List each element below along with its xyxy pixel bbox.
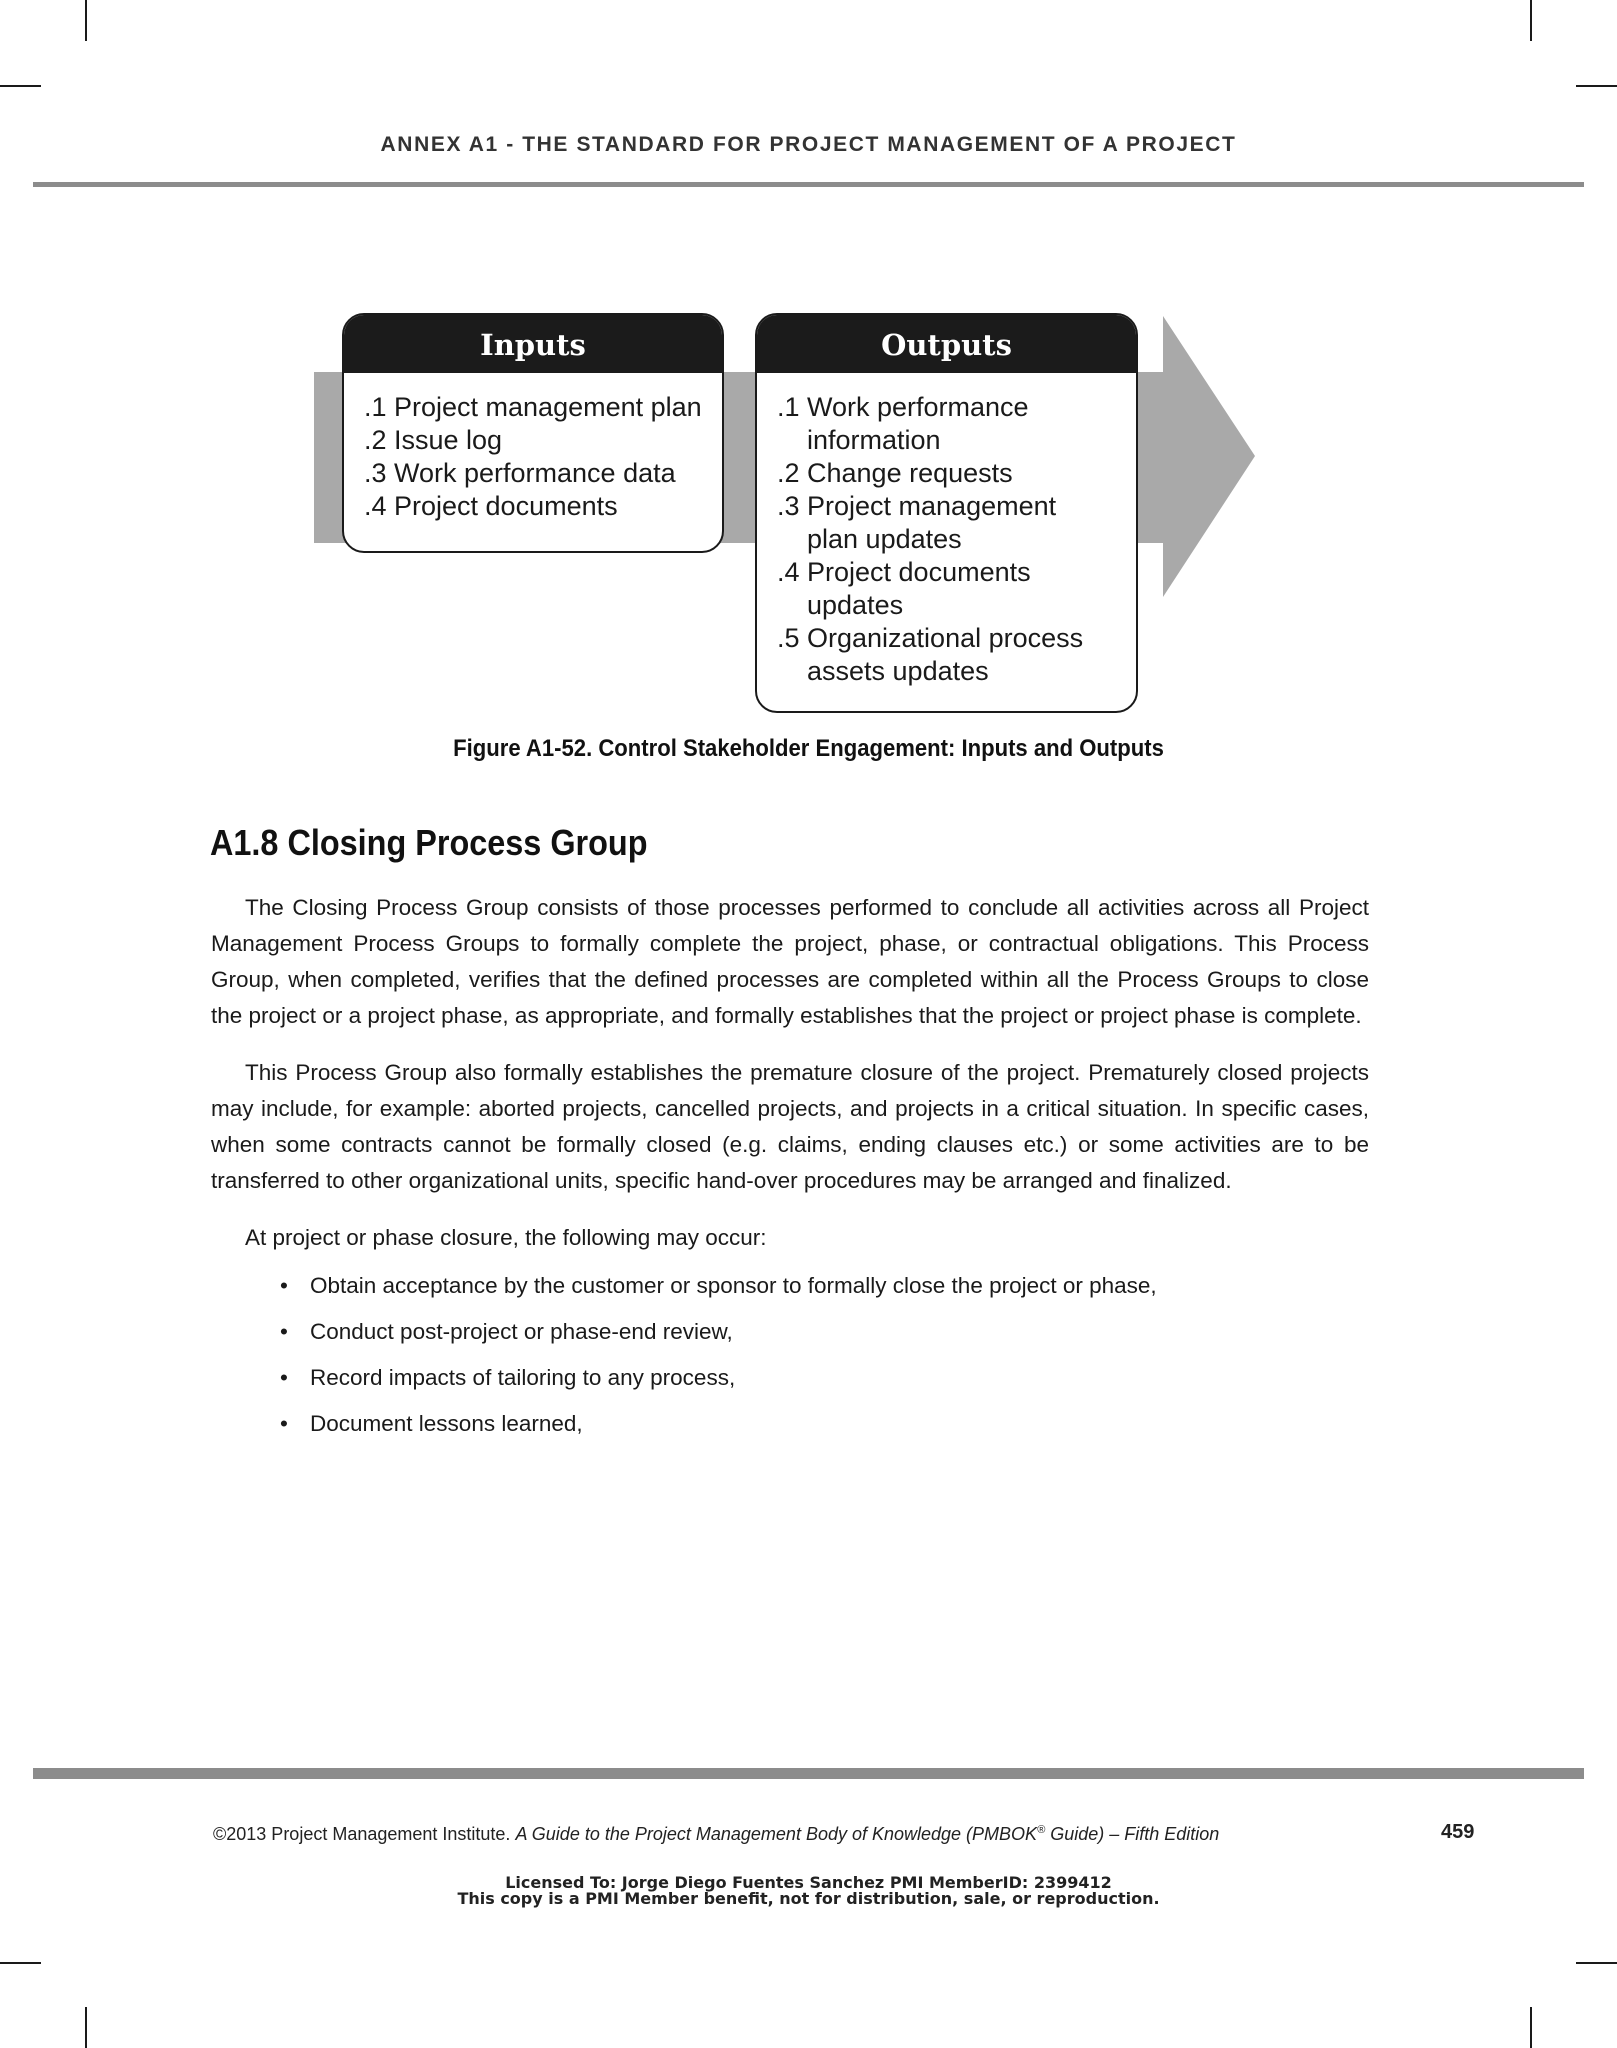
- license-line: Licensed To: Jorge Diego Fuentes Sanchez PMI MemberID: 2399412: [505, 1873, 1112, 1892]
- list-item: .3 Project management plan updates: [777, 491, 1057, 554]
- section-title: A1.8 Closing Process Group: [210, 822, 648, 863]
- footer-rule: [33, 1768, 1584, 1779]
- footer-citation: ©2013 Project Management Institute. A Guide to the Project Management Body of Knowledge (PMBOK® Guide) – Fifth Edition: [213, 1824, 1220, 1844]
- list-item: .5 Organizational process assets updates: [777, 623, 1084, 686]
- crop-mark: [0, 1962, 41, 1964]
- inputs-box: [342, 313, 724, 553]
- running-head: ANNEX A1 - THE STANDARD FOR PROJECT MANAGEMENT OF A PROJECT: [380, 133, 1237, 156]
- paragraph: The Closing Process Group consists of those processes performed to conclude all activities across all Project Management Process Groups to formally complete the project, phase, or contractual obligations. This Process Group, when completed, verifies that the defined processes are completed within all the Process Groups to close the project or a project phase, as appropriate, and formally establishes that the project or project phase is complete.: [211, 895, 1369, 1028]
- list-item: .2 Issue log: [364, 425, 503, 455]
- inputs-outputs-diagram: [0, 0, 1617, 760]
- bullet-icon: •: [280, 1273, 288, 1298]
- page-number: 459: [1441, 1821, 1475, 1843]
- bullet-icon: •: [280, 1411, 288, 1436]
- crop-mark: [1576, 1962, 1617, 1964]
- bullet-list: [280, 1268, 1157, 1452]
- list-item: .3 Work performance data: [364, 458, 676, 488]
- paragraph: This Process Group also formally establishes the premature closure of the project. Prematurely closed projects may include, for example: aborted projects, cancelled projects, and projects in a critical situation. In specific cases, when some contracts cannot be formally closed (e.g. claims, ending clauses etc.) or some activities are to be transferred to other organizational units, specific hand-over procedures may be arranged and finalized.: [211, 1060, 1369, 1193]
- license-line: This copy is a PMI Member benefit, not for distribution, sale, or reproduction.: [457, 1889, 1160, 1908]
- outputs-header: Outputs: [757, 315, 1136, 373]
- inputs-list: [344, 373, 722, 523]
- list-item: • Document lessons learned,: [280, 1406, 1157, 1442]
- list-item: • Obtain acceptance by the customer or sponsor to formally close the project or phase,: [280, 1268, 1157, 1304]
- bullet-icon: •: [280, 1319, 288, 1344]
- outputs-list: [757, 373, 1136, 688]
- list-item: .1 Work performance information: [777, 392, 1029, 455]
- bullet-icon: •: [280, 1365, 288, 1390]
- list-item: .1 Project management plan: [364, 392, 702, 422]
- list-item: .4 Project documents: [364, 491, 618, 521]
- outputs-box: [755, 313, 1138, 713]
- paragraph: At project or phase closure, the following may occur:: [245, 1225, 767, 1250]
- list-item: • Record impacts of tailoring to any process,: [280, 1360, 1157, 1396]
- inputs-header: Inputs: [344, 315, 722, 373]
- crop-mark: [1530, 2007, 1532, 2048]
- list-item: .2 Change requests: [777, 458, 1013, 488]
- figure-caption: Figure A1-52. Control Stakeholder Engagement: Inputs and Outputs: [453, 735, 1164, 762]
- list-item: .4 Project documents updates: [777, 557, 1031, 620]
- license-notice: [0, 1875, 1617, 1907]
- list-item: • Conduct post-project or phase-end review,: [280, 1314, 1157, 1350]
- crop-mark: [85, 2007, 87, 2048]
